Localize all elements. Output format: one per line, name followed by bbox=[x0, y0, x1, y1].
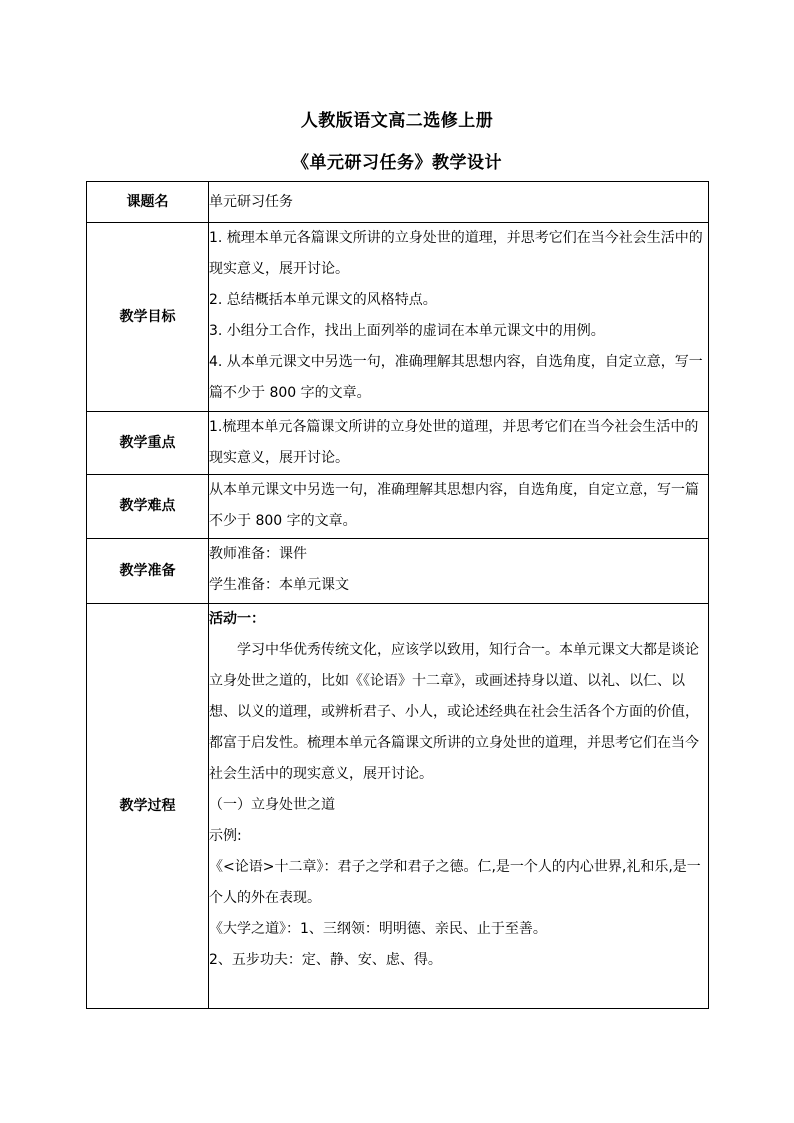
row-label-key: 教学重点 bbox=[87, 412, 209, 475]
table-row bbox=[87, 539, 709, 604]
row-label-process: 教学过程 bbox=[87, 604, 209, 1009]
row-label-goals: 教学目标 bbox=[87, 223, 209, 412]
goals-cell bbox=[209, 223, 709, 412]
row-label-prep: 教学准备 bbox=[87, 539, 209, 604]
difficulty-text: 从本单元课文中另选一句，准确理解其思想内容，自选角度，自定立意，写一篇不少于 800 字的文章。 bbox=[209, 475, 709, 539]
example-item: 《大学之道》：1、三纲领：明明德、亲民、止于至善。 bbox=[209, 921, 547, 937]
process-cell bbox=[209, 604, 709, 1009]
document-title: 人教版语文高二选修上册 bbox=[300, 111, 494, 131]
section-heading: （一）立身处世之道 bbox=[209, 797, 335, 813]
row-label-difficulty: 教学难点 bbox=[87, 475, 209, 539]
activity-intro: 学习中华优秀传统文化，应该学以致用，知行合一。本单元课文大都是谈论立身处世之道的，比如《《论语》十二章》，或画述持身以道、以礼、以仁、以想、以义的道理，或辨析君子、小人，或论述经典在社会生活各个方面的价值，都富于启发性。梳理本单元各篇课文所讲的立身处世的道理，并思考它们在当今社会生活中的现实意义，展开讨论。 bbox=[209, 642, 699, 782]
table-row bbox=[87, 475, 709, 539]
table-row bbox=[87, 604, 709, 1009]
teacher-prep: 教师准备：课件 bbox=[209, 546, 307, 562]
example-label: 示例: bbox=[209, 828, 242, 844]
key-point-text: 1.梳理本单元各篇课文所讲的立身处世的道理，并思考它们在当今社会生活中的现实意义，展开讨论。 bbox=[209, 412, 709, 475]
document-subtitle: 《单元研习任务》教学设计 bbox=[292, 153, 502, 173]
goal-item: 1. 梳理本单元各篇课文所讲的立身处世的道理，并思考它们在当今社会生活中的现实意义，展开讨论。 bbox=[209, 230, 703, 277]
goal-item: 4. 从本单元课文中另选一句，准确理解其思想内容，自选角度，自定立意，写一篇不少于 800 字的文章。 bbox=[209, 354, 703, 401]
row-label-topic: 课题名 bbox=[87, 182, 209, 223]
student-prep: 学生准备：本单元课文 bbox=[209, 577, 349, 593]
goal-item: 2. 总结概括本单元课文的风格特点。 bbox=[209, 292, 437, 308]
goal-item: 3. 小组分工合作，找出上面列举的虚词在本单元课文中的用例。 bbox=[209, 323, 605, 339]
lesson-plan-table bbox=[86, 181, 709, 1009]
example-item: 《<论语>十二章》：君子之学和君子之德。仁,是一个人的内心世界,礼和乐,是一个人的外在表现。 bbox=[209, 859, 701, 906]
activity-heading: 活动一： bbox=[209, 611, 265, 627]
table-row bbox=[87, 412, 709, 475]
table-row bbox=[87, 223, 709, 412]
topic-value: 单元研习任务 bbox=[209, 182, 709, 223]
example-item: 2、五步功夫：定、静、安、虑、得。 bbox=[209, 952, 442, 968]
prep-cell bbox=[209, 539, 709, 604]
table-row bbox=[87, 182, 709, 223]
